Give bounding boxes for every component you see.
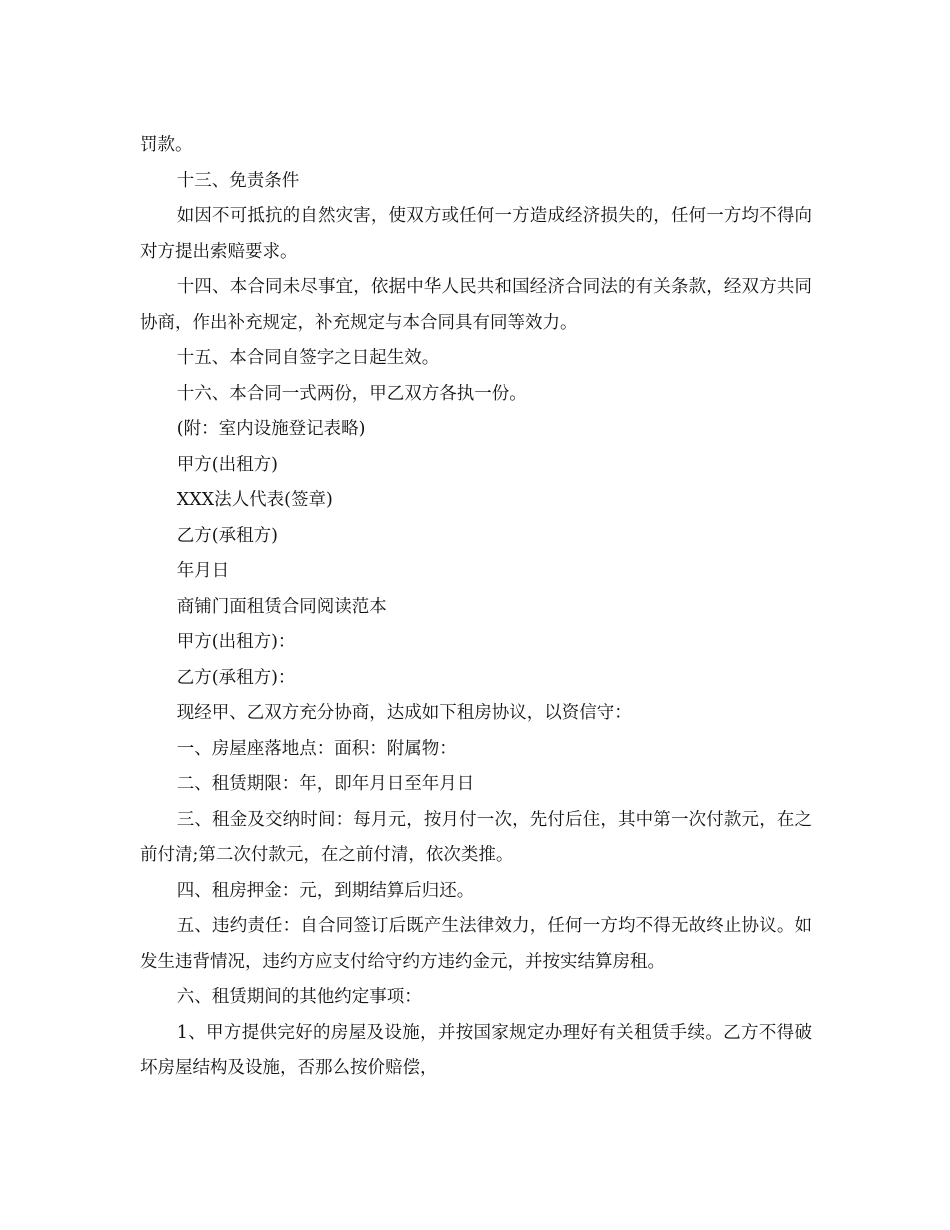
legal-representative-signature: XXX法人代表(签章) (176, 490, 333, 510)
clause-6-item-1: 1、甲方提供完好的房屋及设施，并按国家规定办理好有关租赁手续。乙方不得破坏房屋结构及设施，否那么按价赔偿， (140, 1022, 812, 1078)
clause-1-location: 一、房屋座落地点：面积：附属物： (176, 738, 457, 759)
appendix-note: (附：室内设施登记表略) (176, 419, 366, 439)
agreement-intro: 现经甲、乙双方充分协商，达成如下租房协议，以资信守： (176, 703, 632, 723)
party-b-field: 乙方(承租方)： (176, 667, 296, 688)
clause-14: 十四、本合同未尽事宜，依据中华人民共和国经济合同法的有关条款，经双方共同协商，作出补充规定，补充规定与本合同具有同等效力。 (140, 277, 812, 333)
clause-4-deposit: 四、租房押金：元，到期结算后归还。 (176, 880, 475, 901)
party-b-label: 乙方(承租方) (176, 525, 278, 546)
clause-6-other-terms: 六、租赁期间的其他约定事项： (176, 987, 422, 1007)
clause-13-body: 如因不可抵抗的自然灾害，使双方或任何一方造成经济损失的，任何一方均不得向对方提出索赔要求。 (140, 206, 812, 262)
clause-15: 十五、本合同自签字之日起生效。 (176, 348, 440, 368)
contract-text (140, 128, 812, 1087)
clause-3-rent: 三、租金及交纳时间：每月元，按月付一次，先付后住，其中第一次付款元，在之前付清;第二次付款元，在之前付清，依次类推。 (140, 809, 812, 865)
clause-16: 十六、本合同一式两份，甲乙双方各执一份。 (176, 383, 527, 404)
paragraph-fine-continuation: 罚款。 (140, 135, 193, 155)
clause-13-heading: 十三、免责条件 (176, 170, 300, 191)
clause-5-breach: 五、违约责任：自合同签订后既产生法律效力，任何一方均不得无故终止协议。如发生违背情况，违约方应支付给守约方违约金元，并按实结算房租。 (140, 916, 812, 972)
party-a-field: 甲方(出租方)： (176, 632, 296, 652)
sample-contract-title: 商铺门面租赁合同阅读范本 (176, 596, 387, 617)
signature-date: 年月日 (176, 561, 230, 581)
clause-2-term: 二、租赁期限：年，即年月日至年月日 (176, 774, 475, 794)
party-a-label: 甲方(出租方) (176, 454, 278, 475)
